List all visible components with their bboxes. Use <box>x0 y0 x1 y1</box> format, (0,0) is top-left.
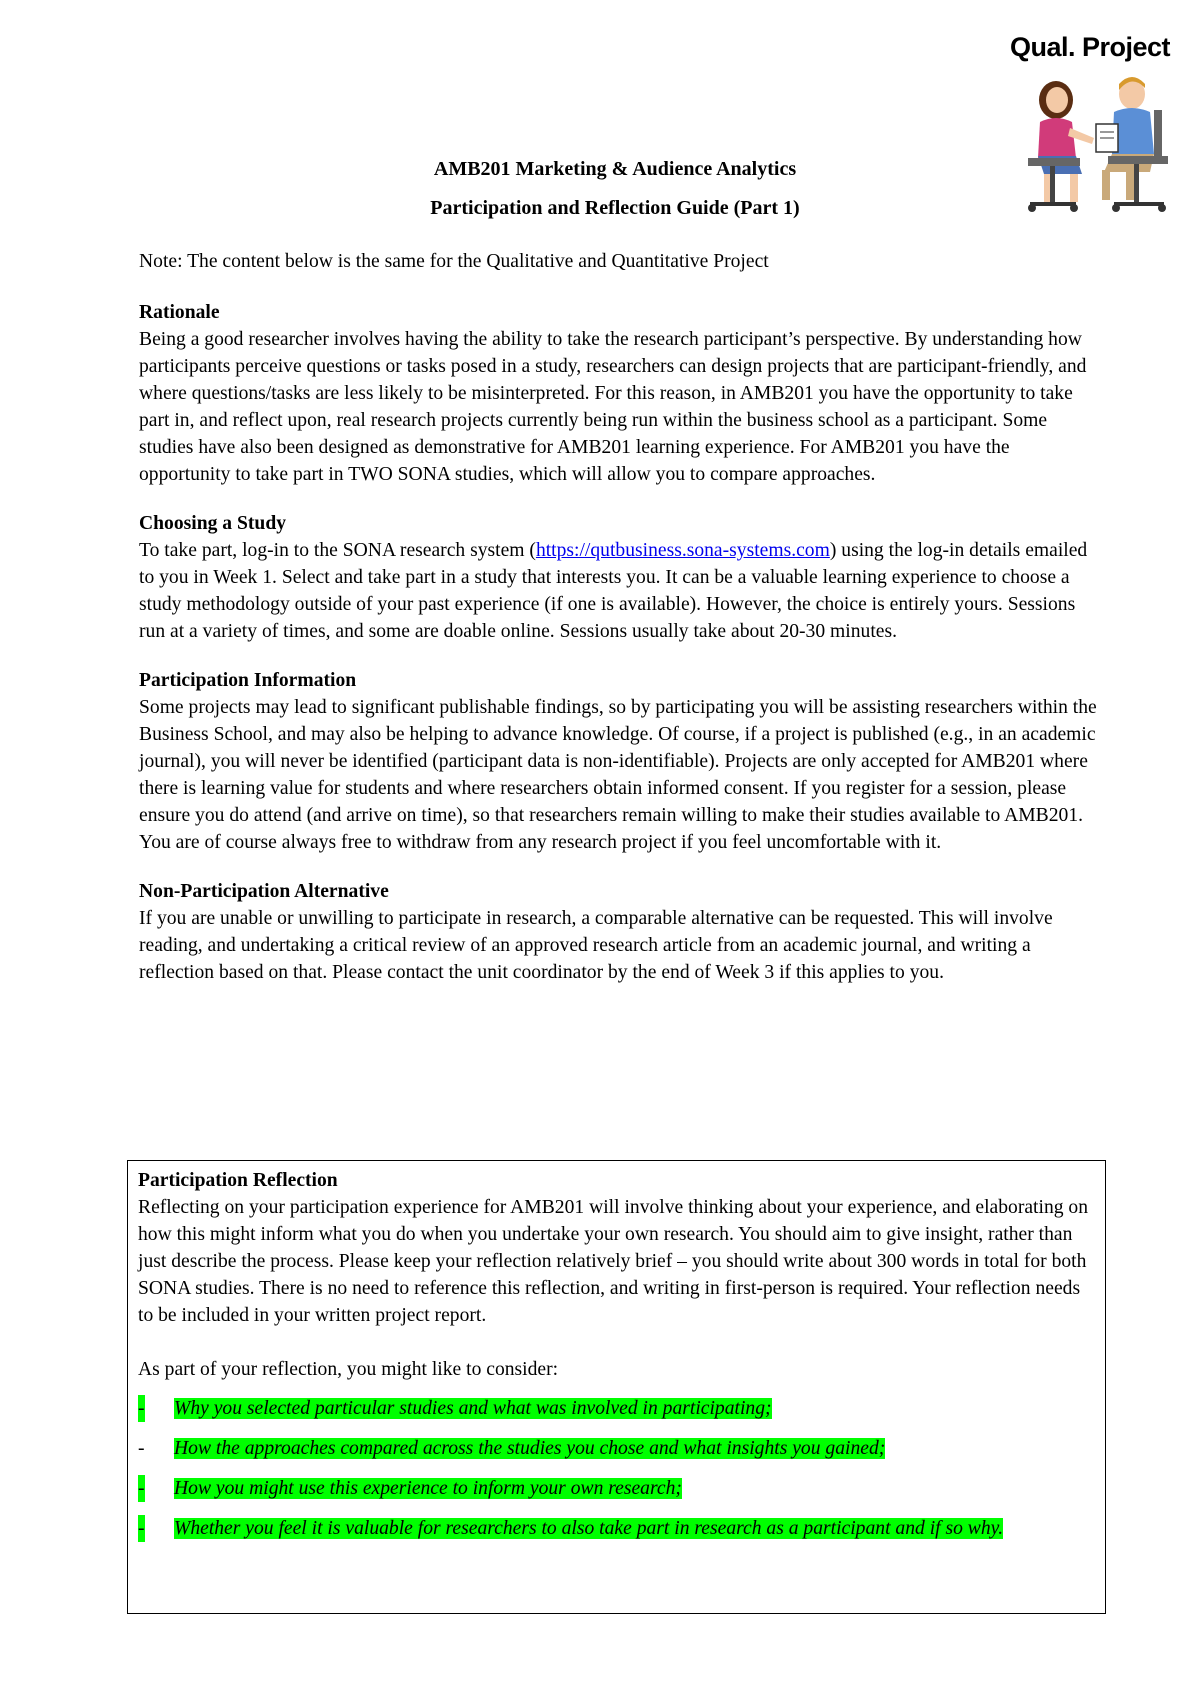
document-title: AMB201 Marketing & Audience Analytics <box>433 158 797 180</box>
bullet-dash: - <box>138 1475 145 1502</box>
section-non-participation <box>139 878 1104 986</box>
bullet-dash: - <box>138 1438 145 1459</box>
section-heading: Non-Participation Alternative <box>139 881 389 902</box>
section-choosing-a-study <box>139 510 1104 645</box>
list-item-text: Whether you feel it is valuable for researchers to also take part in research as a participant and if so why. <box>174 1518 1004 1539</box>
sona-link[interactable]: https://qutbusiness.sona-systems.com <box>535 540 830 561</box>
bullet-dash: - <box>138 1515 145 1542</box>
content-note: Note: The content below is the same for the Qualitative and Quantitative Project <box>139 251 769 272</box>
qual-project-logo <box>1000 28 1180 218</box>
body-text-before-link: To take part, log-in to the SONA research system ( <box>139 540 536 561</box>
reflection-body: Reflecting on your participation experience for AMB201 will involve thinking about your experience, and elaborating on how this might inform what you do when you undertake your own research. You should aim to give insight, rather than just describe the process. Please keep your reflection relatively brief – you should write about 300 words in total for both SONA studies. There is no need to reference this reflection, and writing in first-person is required. Your reflection needs to be included in your written project report. <box>138 1197 1089 1326</box>
section-body: If you are unable or unwilling to participate in research, a comparable alternative can be requested. This will involve reading, and undertaking a critical review of an approved research article from an academic journal, and writing a reflection based on that. Please contact the unit coordinator by the end of Week 3 if this applies to you. <box>139 908 1053 983</box>
list-item <box>138 1435 1098 1462</box>
logo-title: Qual. Project <box>1009 32 1171 62</box>
reflection-heading: Participation Reflection <box>138 1170 338 1191</box>
document-subtitle: Participation and Reflection Guide (Part 1) <box>430 197 800 219</box>
list-item-text: How the approaches compared across the studies you chose and what insights you gained; <box>174 1438 886 1459</box>
list-item-text: Why you selected particular studies and what was involved in participating; <box>174 1398 772 1419</box>
section-body <box>139 537 1104 645</box>
section-heading: Choosing a Study <box>139 513 287 534</box>
list-item-text: How you might use this experience to inform your own research; <box>174 1478 682 1499</box>
reflection-consider-intro: As part of your reflection, you might like to consider: <box>138 1359 559 1380</box>
main-content <box>139 299 1104 1008</box>
section-body: Being a good researcher involves having the ability to take the research participant’s perspective. By understanding how participants perceive questions or tasks posed in a study, researchers can design projects that are participant-friendly, and where questions/tasks are less likely to be misinterpreted. For this reason, in AMB201 you have the opportunity to take part in, and reflect upon, real research projects currently being run within the business school as a participant. Some studies have also been designed as demonstrative for AMB201 learning experience. For AMB201 you have the opportunity to take part in TWO SONA studies, which will allow you to compare approaches. <box>139 329 1087 485</box>
section-body: Some projects may lead to significant publishable findings, so by participating you will be assisting researchers within the Business School, and may also be helping to advance knowledge. Of course, if a project is published (e.g., in an academic journal), you will never be identified (participant data is non-identifiable). Projects are only accepted for AMB201 where there is learning value for students and where researchers obtain informed consent. If you register for a session, please ensure you do attend (and arrive on time), so that researchers remain willing to make their studies available to AMB201. You are of course always free to withdraw from any research project if you feel uncomfortable with it. <box>139 697 1097 853</box>
section-rationale <box>139 299 1104 488</box>
reflection-list <box>138 1395 1098 1542</box>
list-item <box>138 1395 1098 1422</box>
body-text-after-link: ) using the log-in details emailed to you in Week 1. Select and take part in a study that interests you. It can be a valuable learning experience to choose a study methodology outside of your past experience (if one is available). However, the choice is entirely yours. Sessions run at a variety of times, and some are doable online. Sessions usually take about 20-30 minutes. <box>139 540 1088 642</box>
reflection-box <box>127 1160 1106 1614</box>
two-people-interview-icon <box>1004 70 1176 215</box>
bullet-dash: - <box>138 1395 145 1422</box>
list-item <box>138 1475 1098 1502</box>
reflection-content <box>138 1167 1098 1555</box>
section-participation-information <box>139 667 1104 856</box>
section-heading: Rationale <box>139 302 220 323</box>
section-heading: Participation Information <box>139 670 357 691</box>
list-item <box>138 1515 1098 1542</box>
